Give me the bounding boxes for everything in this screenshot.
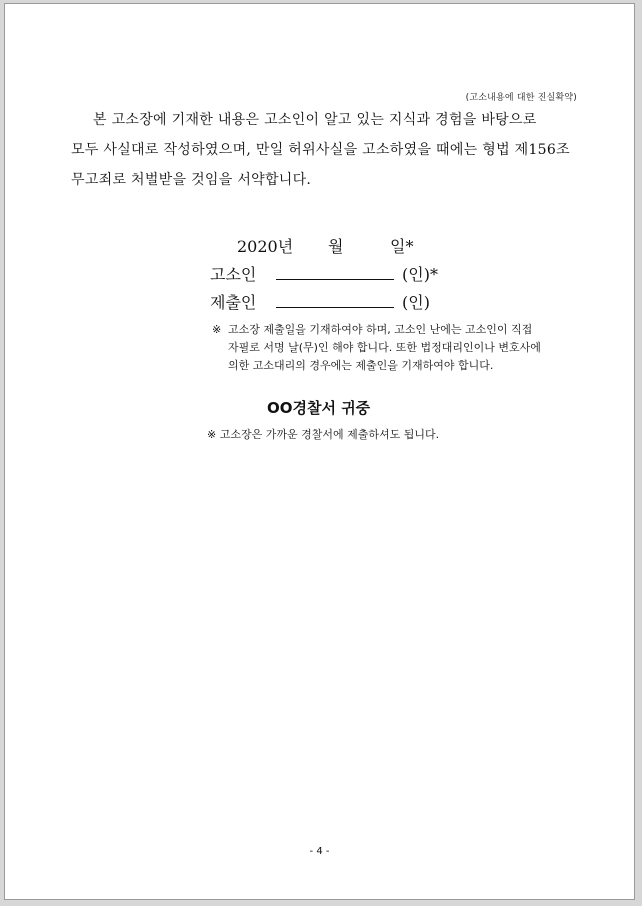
instruction-line-2: 자필로 서명 날(무)인 해야 합니다. 또한 법정대리인이나 변호사에: [228, 341, 541, 354]
complainant-label: 고소인: [210, 265, 257, 284]
submitter-signature-row: [210, 292, 430, 314]
submitter-signature-blank[interactable]: [276, 293, 394, 308]
submitter-label: 제출인: [210, 293, 257, 312]
submission-note: ※ 고소장은 가까운 경찰서에 제출하셔도 됩니다.: [207, 428, 440, 441]
submitter-seal: (인): [402, 293, 430, 312]
instruction-line-3: 의한 고소대리의 경우에는 제출인을 기재하여야 합니다.: [228, 359, 494, 372]
oath-line-3: 무고죄로 처벌받을 것임을 서약합니다.: [71, 172, 312, 188]
reference-mark: ※: [212, 323, 222, 336]
date-line: [237, 234, 413, 257]
complainant-signature-blank[interactable]: [276, 265, 394, 280]
complainant-seal: (인)*: [402, 265, 438, 284]
addressee-office: OO경찰서 귀중: [267, 399, 371, 417]
page-number: - 4 -: [309, 846, 330, 857]
oath-line-1: 본 고소장에 기재한 내용은 고소인이 알고 있는 지식과 경험을 바탕으로: [93, 112, 537, 128]
document-page: [4, 3, 635, 900]
instruction-line-1: ※ 고소장 제출일을 기재하여야 하며, 고소인 난에는 고소인이 직접: [212, 321, 572, 339]
complainant-signature-row: [210, 264, 438, 286]
signature-instructions: [212, 321, 572, 375]
section-note: (고소내용에 대한 진실확약): [465, 93, 577, 103]
oath-paragraph: [71, 105, 583, 195]
date-day: 일*: [390, 237, 414, 256]
date-month: 월: [328, 237, 344, 256]
date-year: 2020년: [237, 237, 294, 256]
oath-line-2: 모두 사실대로 작성하였으며, 만일 허위사실을 고소하였을 때에는 형법 제156조: [71, 142, 570, 158]
